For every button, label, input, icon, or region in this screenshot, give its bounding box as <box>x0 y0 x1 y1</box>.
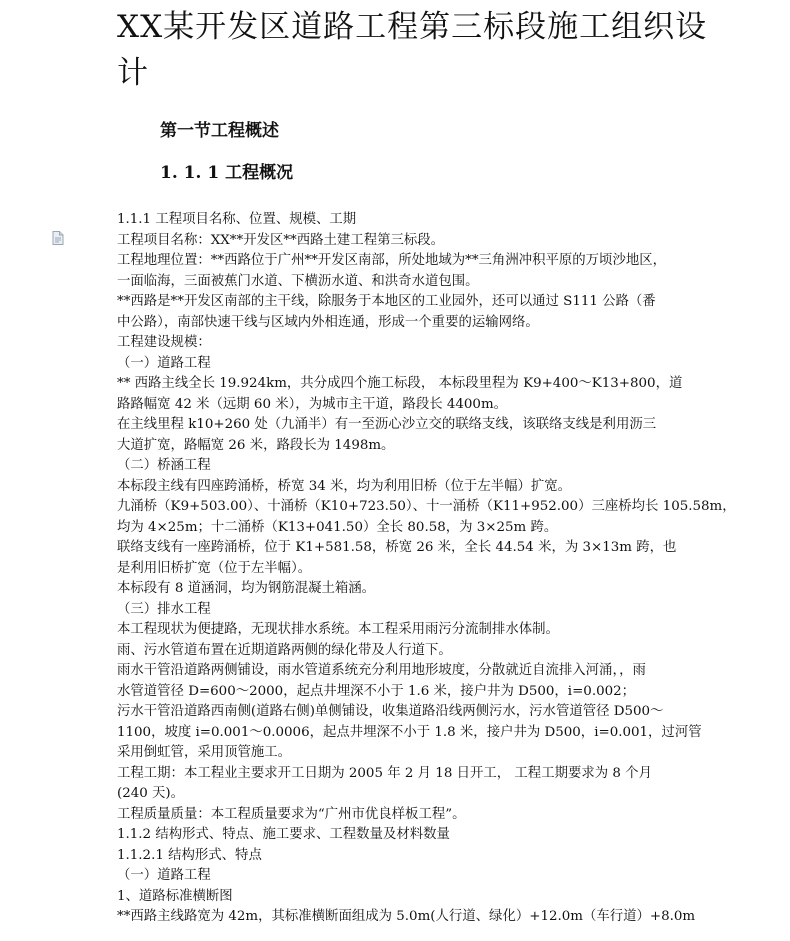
body-line: (240 天)。 <box>117 786 185 801</box>
body-line: 一面临海，三面被蕉门水道、下横沥水道、和洪奇水道包围。 <box>117 273 479 289</box>
body-line: 本工程现状为便捷路，无现状排水系统。本工程采用雨污分流制排水体制。 <box>117 622 559 637</box>
body-line: 联络支线有一座跨涌桥，位于 K1+581.58，桥宽 26 米，全长 44.54 米，为 3×13m 跨，也 <box>117 540 677 555</box>
document-title: XX某开发区道路工程第三标段施工组织设计 <box>117 9 708 91</box>
document-body <box>117 210 736 928</box>
body-line: 1.1.2 结构形式、特点、施工要求、工程数量及材料数量 <box>117 827 450 842</box>
body-line: 中公路），南部快速干线与区域内外相连通，形成一个重要的运输网络。 <box>117 314 539 330</box>
document-icon[interactable] <box>50 230 66 246</box>
body-line: 本标段有 8 道涵洞，均为钢筋混凝土箱涵。 <box>117 581 376 596</box>
subsection-heading: 1. 1. 1 工程概况 <box>160 163 294 183</box>
body-line: 采用倒虹管，采用顶管施工。 <box>117 745 292 760</box>
body-line: **西路主线路宽为 42m，其标准横断面组成为 5.0m(人行道、绿化）+12.0m（车行道）+8.0m <box>117 909 696 924</box>
body-line: 1.1.2.1 结构形式、特点 <box>117 847 262 863</box>
body-line: 工程项目名称：XX**开发区**西路土建工程第三标段。 <box>117 232 445 248</box>
body-line: 在主线里程 k10+260 处（九涌半）有一至沥心沙立交的联络支线，该联络支线是利用沥三 <box>117 417 657 432</box>
body-line: 雨水干管沿道路两侧铺设，雨水管道系统充分利用地形坡度，分散就近自流排入河涌，，雨 <box>117 663 646 678</box>
section-heading: 第一节工程概述 <box>160 121 279 141</box>
body-line: 1、道路标准横断图 <box>117 888 233 904</box>
body-line: 工程地理位置：**西路位于广州**开发区南部，所处地域为**三角洲冲积平原的万顷沙地区， <box>117 253 667 268</box>
body-line: （二）桥涵工程 <box>117 458 211 473</box>
body-line: 九涌桥（K9+503.00）、十涌桥（K10+723.50）、十一涌桥（K11+952.00）三座桥均长 105.58m， <box>117 499 736 514</box>
body-line: 是利用旧桥扩宽（位于左半幅）。 <box>117 560 312 576</box>
body-line: 路路幅宽 42 米（远期 60 米），为城市主干道，路段长 4400m。 <box>117 396 508 412</box>
body-line: 工程工期：本工程业主要求开工日期为 2005 年 2 月 18 日开工， 工程工期要求为 8 个月 <box>117 765 652 781</box>
body-line: 工程质量质量：本工程质量要求为“广州市优良样板工程”。 <box>117 806 466 822</box>
body-line: 雨、污水管道布置在近期道路两侧的绿化带及人行道下。 <box>117 642 452 658</box>
body-line: 水管道管径 D=600～2000，起点井埋深不小于 1.6 米，接户井为 D500，i=0.002； <box>117 683 636 699</box>
body-line: （三）排水工程 <box>117 601 211 617</box>
body-line: 污水干管沿道路西南侧(道路右侧)单侧铺设，收集道路沿线两侧污水，污水管道管径 D500～ <box>117 704 664 719</box>
body-line: ** 西路主线全长 19.924km，共分成四个施工标段， 本标段里程为 K9+400～K13+800，道 <box>117 376 683 391</box>
body-line: 均为 4×25m；十二涌桥（K13+041.50）全长 80.58，为 3×25m 跨。 <box>117 519 558 535</box>
body-line: （一）道路工程 <box>117 868 211 883</box>
body-line: 大道扩宽，路幅宽 26 米，路段长为 1498m。 <box>117 437 395 453</box>
body-line: **西路是**开发区南部的主干线，除服务于本地区的工业园外，还可以通过 S111 公路（番 <box>117 294 656 309</box>
body-line: （一）道路工程 <box>117 355 211 371</box>
body-line: 工程建设规模： <box>117 335 211 350</box>
body-line: 1100，坡度 i=0.001～0.0006，起点井埋深不小于 1.8 米，接户井为 D500，i=0.001，过河管 <box>117 724 702 740</box>
body-line: 本标段主线有四座跨涌桥，桥宽 34 米，均为利用旧桥（位于左半幅）扩宽。 <box>117 478 572 494</box>
body-line: 1.1.1 工程项目名称、位置、规模、工期 <box>117 212 357 227</box>
